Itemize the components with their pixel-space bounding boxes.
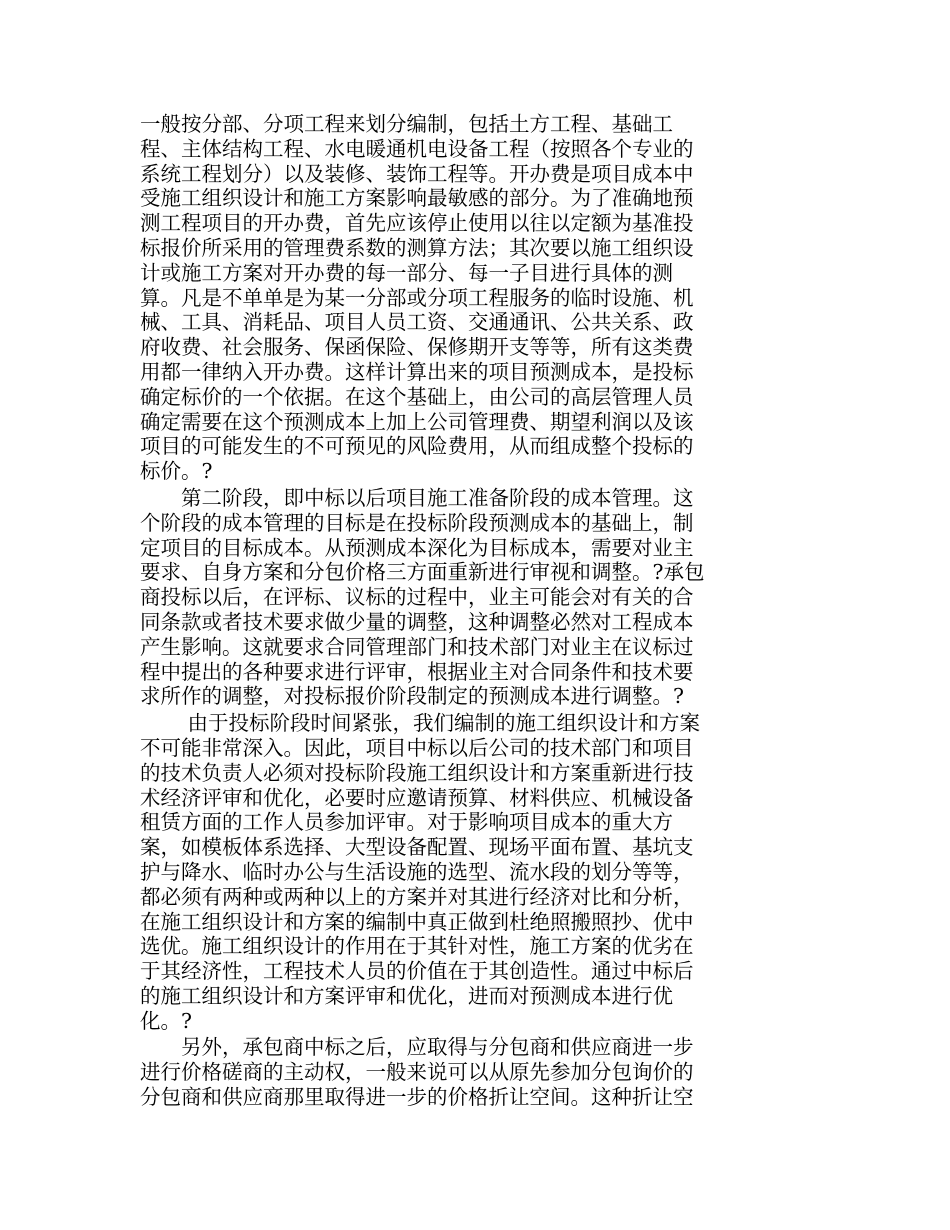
- paragraph-4: [140, 1035, 740, 1109]
- paragraph-1: [140, 112, 740, 484]
- text-line: 护与降水、临时办公与生活设施的选型、流水段的划分等等，: [140, 859, 694, 884]
- text-line: 计或施工方案对开办费的每一部分、每一子目进行具体的测: [140, 260, 673, 285]
- text-line: 标报价所采用的管理费系数的测算方法；其次要以施工组织设: [140, 235, 694, 260]
- text-line: 械、工具、消耗品、项目人员工资、交通通讯、公共关系、政: [140, 310, 694, 335]
- paragraph-3: [140, 711, 740, 1033]
- text-line: 商投标以后，在评标、议标的过程中，业主可能会对有关的合: [140, 585, 694, 610]
- text-line: 受施工组织设计和施工方案影响最敏感的部分。为了准确地预: [140, 186, 694, 211]
- text-line: 府收费、社会服务、保函保险、保修期开支等等，所有这类费: [140, 335, 694, 360]
- document-body: [140, 112, 740, 1110]
- text-line: 术经济评审和优化，必要时应邀请预算、材料供应、机械设备: [140, 785, 694, 810]
- text-line: 个阶段的成本管理的目标是在投标阶段预测成本的基础上，制: [140, 510, 694, 535]
- text-line: 都必须有两种或两种以上的方案并对其进行经济对比和分析，: [140, 884, 694, 909]
- text-line: 测工程项目的开办费，首先应该停止使用以往以定额为基准投: [140, 211, 694, 236]
- text-line: 程、主体结构工程、水电暖通机电设备工程（按照各个专业的: [140, 136, 694, 161]
- text-line: 不可能非常深入。因此，项目中标以后公司的技术部门和项目: [140, 735, 694, 760]
- text-line: 化。?: [140, 1008, 192, 1033]
- text-line: 由于投标阶段时间紧张，我们编制的施工组织设计和方案: [140, 711, 701, 736]
- text-line: 标价。?: [140, 459, 213, 484]
- text-line: 用都一律纳入开办费。这样计算出来的项目预测成本，是投标: [140, 359, 694, 384]
- text-line: 于其经济性，工程技术人员的价值在于其创造性。通过中标后: [140, 959, 694, 984]
- text-line: 租赁方面的工作人员参加评审。对于影响项目成本的重大方: [140, 810, 673, 835]
- text-line: 案，如模板体系选择、大型设备配置、现场平面布置、基坑支: [140, 835, 694, 860]
- text-line: 确定标价的一个依据。在这个基础上，由公司的高层管理人员: [140, 384, 694, 409]
- text-line: 产生影响。这就要求合同管理部门和技术部门对业主在议标过: [140, 634, 694, 659]
- paragraph-2: [140, 486, 740, 709]
- text-line: 的技术负责人必须对投标阶段施工组织设计和方案重新进行技: [140, 760, 694, 785]
- text-line: 一般按分部、分项工程来划分编制，包括土方工程、基础工: [140, 112, 673, 136]
- text-line: 第二阶段，即中标以后项目施工准备阶段的成本管理。这: [140, 485, 694, 510]
- text-line: 要求、自身方案和分包价格三方面重新进行审视和调整。?承包: [140, 560, 705, 585]
- text-line: 同条款或者技术要求做少量的调整，这种调整必然对工程成本: [140, 609, 694, 634]
- text-line: 定项目的目标成本。从预测成本深化为目标成本，需要对业主: [140, 535, 694, 560]
- text-line: 程中提出的各种要求进行评审，根据业主对合同条件和技术要: [140, 659, 694, 684]
- text-line: 确定需要在这个预测成本上加上公司管理费、期望利润以及该: [140, 409, 694, 434]
- text-line: 在施工组织设计和方案的编制中真正做到杜绝照搬照抄、优中: [140, 909, 694, 934]
- text-line: 算。凡是不单单是为某一分部或分项工程服务的临时设施、机: [140, 285, 694, 310]
- text-line: 分包商和供应商那里取得进一步的价格折让空间。这种折让空: [140, 1085, 694, 1110]
- text-line: 系统工程划分）以及装修、装饰工程等。开办费是项目成本中: [140, 161, 694, 186]
- text-line: 的施工组织设计和方案评审和优化，进而对预测成本进行优: [140, 983, 673, 1008]
- text-line: 进行价格磋商的主动权，一般来说可以从原先参加分包询价的: [140, 1060, 694, 1085]
- text-line: 项目的可能发生的不可预见的风险费用，从而组成整个投标的: [140, 434, 694, 459]
- text-line: 另外，承包商中标之后，应取得与分包商和供应商进一步: [140, 1035, 694, 1060]
- text-line: 选优。施工组织设计的作用在于其针对性，施工方案的优劣在: [140, 934, 694, 959]
- text-line: 求所作的调整，对投标报价阶段制定的预测成本进行调整。?: [140, 684, 684, 709]
